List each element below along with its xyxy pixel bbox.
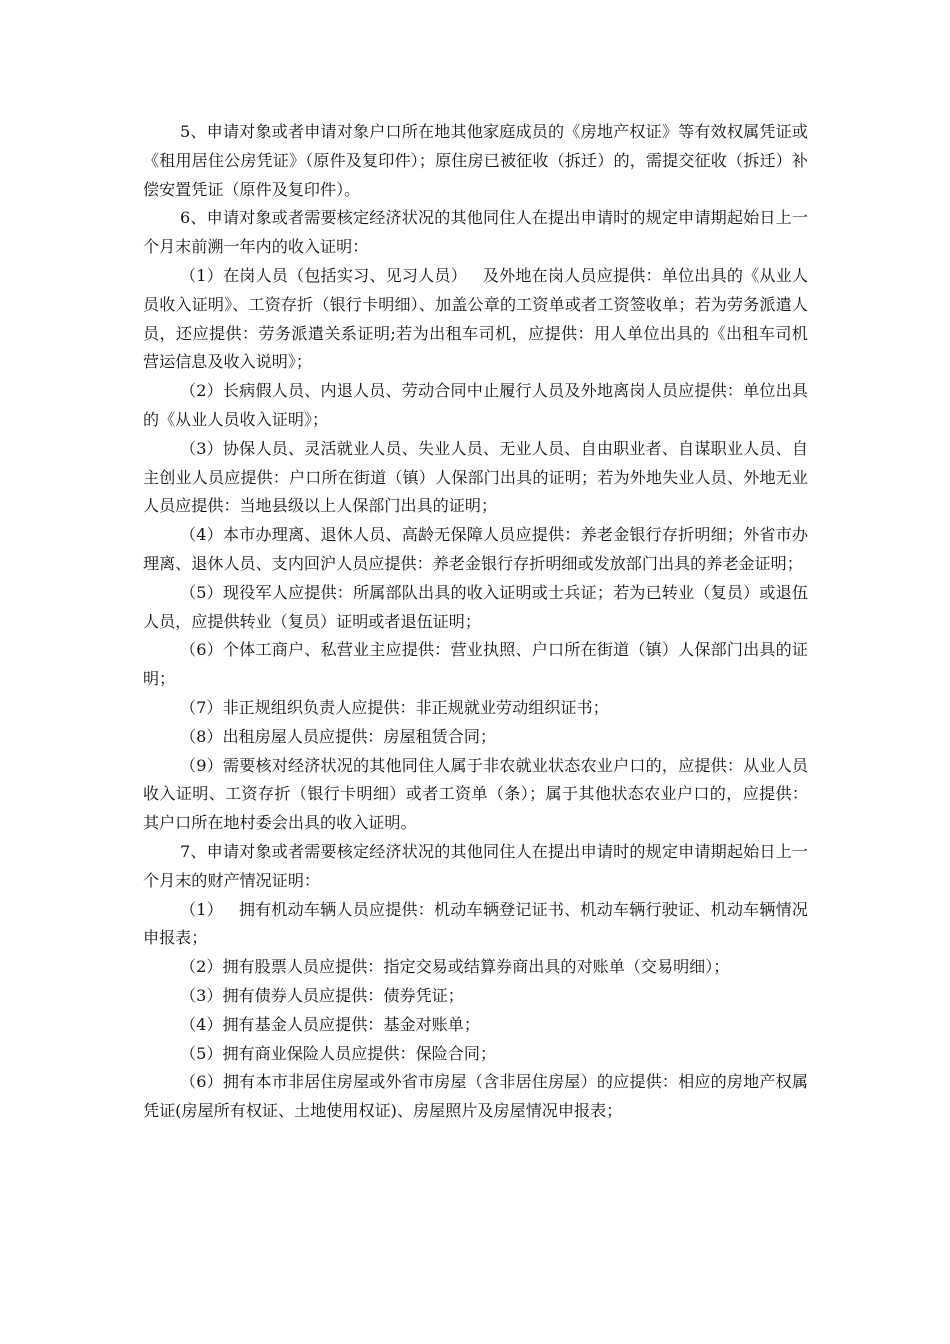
paragraph-6-sub-8: （8）出租房屋人员应提供：房屋租赁合同； <box>180 726 497 746</box>
paragraph-item-7: 7、申请对象或者需要核定经济状况的其他同住人在提出申请时的规定申请期起始日上一个月末的财产情况证明： <box>143 841 808 890</box>
paragraph-6-sub-4: （4）本市办理离、退休人员、高龄无保障人员应提供：养老金银行存折明细；外省市办理离、退休人员、支内回沪人员应提供：养老金银行存折明细或发放部门出具的养老金证明； <box>143 525 808 573</box>
paragraph-7-sub-6: （6）拥有本市非居住房屋或外省市房屋（含非居住房屋）的应提供：相应的房地产权属凭证(房屋所有权证、土地使用权证)、房屋照片及房屋情况申报表； <box>143 1072 808 1121</box>
paragraph-7-sub-2: （2）拥有股票人员应提供：指定交易或结算券商出具的对账单（交易明细）； <box>180 957 730 977</box>
paragraph-7-sub-5: （5）拥有商业保险人员应提供：保险合同； <box>180 1043 497 1063</box>
document-body <box>143 118 808 1126</box>
paragraph-6-sub-7: （7）非正规组织负责人应提供：非正规就业劳动组织证书； <box>180 697 609 717</box>
paragraph-6-sub-5: （5）现役军人应提供：所属部队出具的收入证明或士兵证；若为已转业（复员）或退伍人员，应提供转业（复员）证明或者退伍证明； <box>143 582 808 631</box>
paragraph-7-sub-3: （3）拥有债券人员应提供：债券凭证； <box>180 985 464 1005</box>
paragraph-7-sub-4: （4）拥有基金人员应提供：基金对账单； <box>180 1014 480 1034</box>
paragraph-6-sub-9: （9）需要核对经济状况的其他同住人属于非农就业状态农业户口的，应提供：从业人员收入证明、工资存折（银行卡明细）或者工资单（条）；属于其他状态农业户口的，应提供：其户口所在地村委会出具的收入证明。 <box>143 755 808 833</box>
paragraph-6-sub-1: （1）在岗人员（包括实习、见习人员） 及外地在岗人员应提供：单位出具的《从业人员收入证明》、工资存折（银行卡明细）、加盖公章的工资单或者工资签收单；若为劳务派遣人员，还应提供：劳务派遣关系证明;若为出租车司机，应提供：用人单位出具的《出租车司机营运信息及收入说明》； <box>143 265 808 372</box>
paragraph-item-6: 6、申请对象或者需要核定经济状况的其他同住人在提出申请时的规定申请期起始日上一个月末前溯一年内的收入证明： <box>143 208 808 257</box>
paragraph-6-sub-6: （6）个体工商户、私营业主应提供：营业执照、户口所在街道（镇）人保部门出具的证明； <box>143 640 808 689</box>
paragraph-6-sub-2: （2）长病假人员、内退人员、劳动合同中止履行人员及外地离岗人员应提供：单位出具的《从业人员收入证明》； <box>143 381 808 429</box>
paragraph-7-sub-1: （1） 拥有机动车辆人员应提供：机动车辆登记证书、机动车辆行驶证、机动车辆情况申报表； <box>143 899 808 948</box>
paragraph-item-5: 5、申请对象或者申请对象户口所在地其他家庭成员的《房地产权证》等有效权属凭证或《租用居住公房凭证》（原件及复印件）；原住房已被征收（拆迁）的，需提交征收（拆迁）补偿安置凭证（原件及复印件）。 <box>143 122 808 199</box>
paragraph-6-sub-3: （3）协保人员、灵活就业人员、失业人员、无业人员、自由职业者、自谋职业人员、自主创业人员应提供：户口所在街道（镇）人保部门出具的证明；若为外地失业人员、外地无业人员应提供：当地县级以上人保部门出具的证明； <box>143 438 808 516</box>
